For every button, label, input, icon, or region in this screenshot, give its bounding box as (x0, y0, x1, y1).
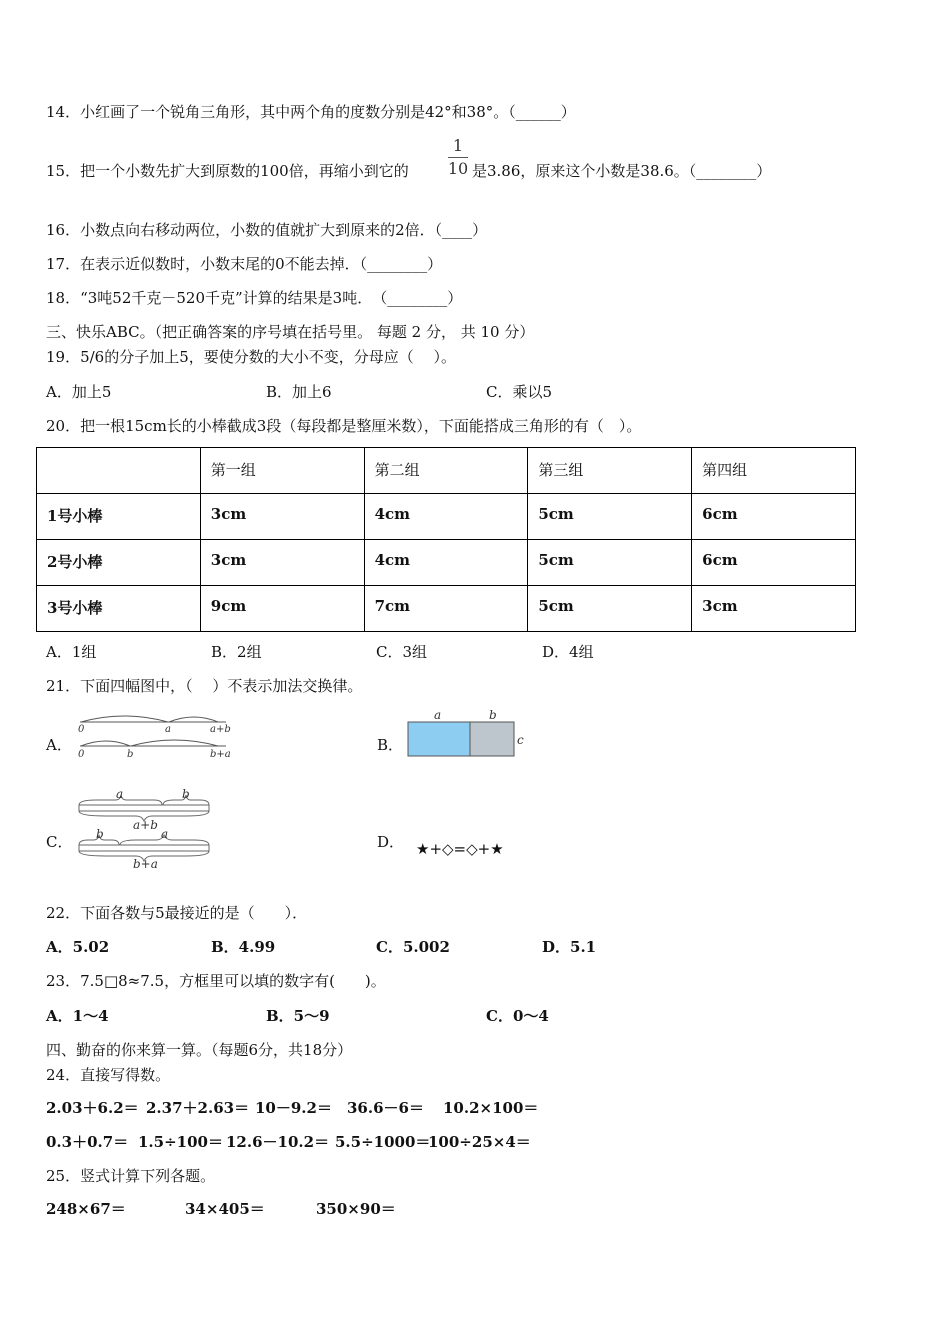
question-18: 18．“3吨52千克－520千克”计算的结果是3吨． （________） (46, 289, 463, 307)
calc-item: 1.5÷100＝ (138, 1133, 223, 1151)
q19-option-c[interactable]: C．乘以5 (486, 383, 553, 401)
table-cell: 3号小棒 (37, 586, 201, 632)
brace-label: a+b (133, 818, 158, 832)
q20-option-a[interactable]: A．1组 (46, 643, 97, 661)
q20-option-b[interactable]: B．2组 (211, 643, 262, 661)
brace-label: a (161, 827, 169, 841)
q23-option-a[interactable]: A．1～4 (46, 1007, 109, 1025)
table-cell: 9cm (200, 586, 364, 632)
table-cell: 5cm (528, 586, 692, 632)
calc-item: 10.2×100＝ (443, 1099, 539, 1117)
q22-option-c[interactable]: C．5.002 (376, 938, 450, 956)
q20-option-c[interactable]: C．3组 (376, 643, 428, 661)
table-cell: 4cm (364, 540, 528, 586)
stick-table (36, 447, 856, 632)
calc-item: 10－9.2＝ (255, 1099, 332, 1117)
q21-option-b-label[interactable]: B． (377, 736, 404, 754)
q22-option-a[interactable]: A．5.02 (46, 938, 110, 956)
calc-item: 36.6－6＝ (347, 1099, 424, 1117)
table-cell (37, 448, 201, 494)
question-23: 23．7.5□8≈7.5，方框里可以填的数字有( )。 (46, 972, 386, 990)
vertical-calc-item: 350×90＝ (316, 1200, 396, 1218)
tick-label: 0 (78, 724, 85, 735)
table-cell: 6cm (692, 540, 856, 586)
q21-option-a-label[interactable]: A． (46, 736, 72, 754)
table-row (37, 540, 856, 586)
brace-label: b (96, 827, 104, 841)
table-row (37, 494, 856, 540)
table-cell: 5cm (528, 494, 692, 540)
question-25: 25．竖式计算下列各题。 (46, 1167, 216, 1185)
q20-option-d[interactable]: D．4组 (542, 643, 594, 661)
table-cell: 5cm (528, 540, 692, 586)
question-22: 22．下面各数与5最接近的是（ ）． (46, 904, 308, 922)
vertical-calc-item: 34×405＝ (185, 1200, 265, 1218)
table-row (37, 586, 856, 632)
star-diamond-equation: ★+◇=◇+★ (416, 840, 504, 858)
table-cell: 第三组 (528, 448, 692, 494)
question-15-part2: 是3.86，原来这个小数是38.6。（________） (472, 162, 772, 180)
table-cell: 3cm (692, 586, 856, 632)
table-header-row (37, 448, 856, 494)
table-cell: 6cm (692, 494, 856, 540)
table-cell: 1号小棒 (37, 494, 201, 540)
rect-part-a (408, 722, 470, 756)
question-21: 21．下面四幅图中，（ ）不表示加法交换律。 (46, 677, 363, 695)
calc-item: 100÷25×4＝ (428, 1133, 531, 1151)
tick-label: b (127, 749, 134, 760)
calc-item: 12.6－10.2＝ (226, 1133, 330, 1151)
section-3-heading: 三、快乐ABC。（把正确答案的序号填在括号里。 每题 2 分， 共 10 分） (46, 323, 535, 341)
side-label-b: b (489, 708, 497, 722)
q23-option-b[interactable]: B．5～9 (266, 1007, 330, 1025)
tick-label: 0 (78, 749, 85, 760)
q22-option-b[interactable]: B．4.99 (211, 938, 276, 956)
q19-option-b[interactable]: B．加上6 (266, 383, 332, 401)
number-line-figure (76, 708, 236, 762)
table-cell: 4cm (364, 494, 528, 540)
side-label-a: a (434, 708, 442, 722)
question-15-part1: 15．把一个小数先扩大到原数的100倍，再缩小到它的 (46, 162, 409, 180)
q21-option-c-label[interactable]: C． (46, 833, 73, 851)
table-cell: 2号小棒 (37, 540, 201, 586)
q23-option-c[interactable]: C．0～4 (486, 1007, 549, 1025)
calc-item: 2.37＋2.63＝ (146, 1099, 250, 1117)
brace-label: b+a (133, 857, 158, 868)
q22-option-d[interactable]: D．5.1 (542, 938, 597, 956)
question-14: 14．小红画了一个锐角三角形，其中两个角的度数分别是42°和38°。（______） (46, 103, 576, 121)
rectangle-area-figure (404, 708, 534, 760)
table-cell: 第一组 (200, 448, 364, 494)
question-16: 16．小数点向右移动两位，小数的值就扩大到原来的2倍．（____） (46, 221, 488, 239)
tick-label: a+b (210, 724, 231, 735)
q21-option-d-label[interactable]: D． (377, 833, 405, 851)
side-label-c: c (517, 733, 524, 747)
table-cell: 3cm (200, 494, 364, 540)
table-cell: 第四组 (692, 448, 856, 494)
fraction-numerator: 1 (452, 136, 464, 155)
rect-part-b (470, 722, 514, 756)
tick-label: b+a (210, 749, 231, 760)
calc-item: 2.03＋6.2＝ (46, 1099, 139, 1117)
question-17: 17．在表示近似数时，小数末尾的0不能去掉．（________） (46, 255, 443, 273)
q19-option-a[interactable]: A．加上5 (46, 383, 112, 401)
question-24: 24．直接写得数。 (46, 1066, 171, 1084)
table-cell: 3cm (200, 540, 364, 586)
brace-label: b (182, 788, 190, 801)
fraction-denominator: 10 (447, 159, 469, 178)
table-cell: 7cm (364, 586, 528, 632)
calc-item: 5.5÷1000＝ (335, 1133, 431, 1151)
fraction-one-tenth (446, 136, 470, 179)
brace-label: a (116, 788, 124, 801)
calc-item: 0.3＋0.7＝ (46, 1133, 129, 1151)
question-19: 19．5/6的分子加上5，要使分数的大小不变，分母应（ ）。 (46, 348, 457, 366)
tick-label: a (165, 724, 171, 735)
table-cell: 第二组 (364, 448, 528, 494)
segment-brace-figure (76, 788, 216, 868)
question-20: 20．把一根15cm长的小棒截成3段（每段都是整厘米数），下面能搭成三角形的有（ ）。 (46, 417, 642, 435)
vertical-calc-item: 248×67＝ (46, 1200, 126, 1218)
section-4-heading: 四、勤奋的你来算一算。（每题6分，共18分） (46, 1041, 353, 1059)
